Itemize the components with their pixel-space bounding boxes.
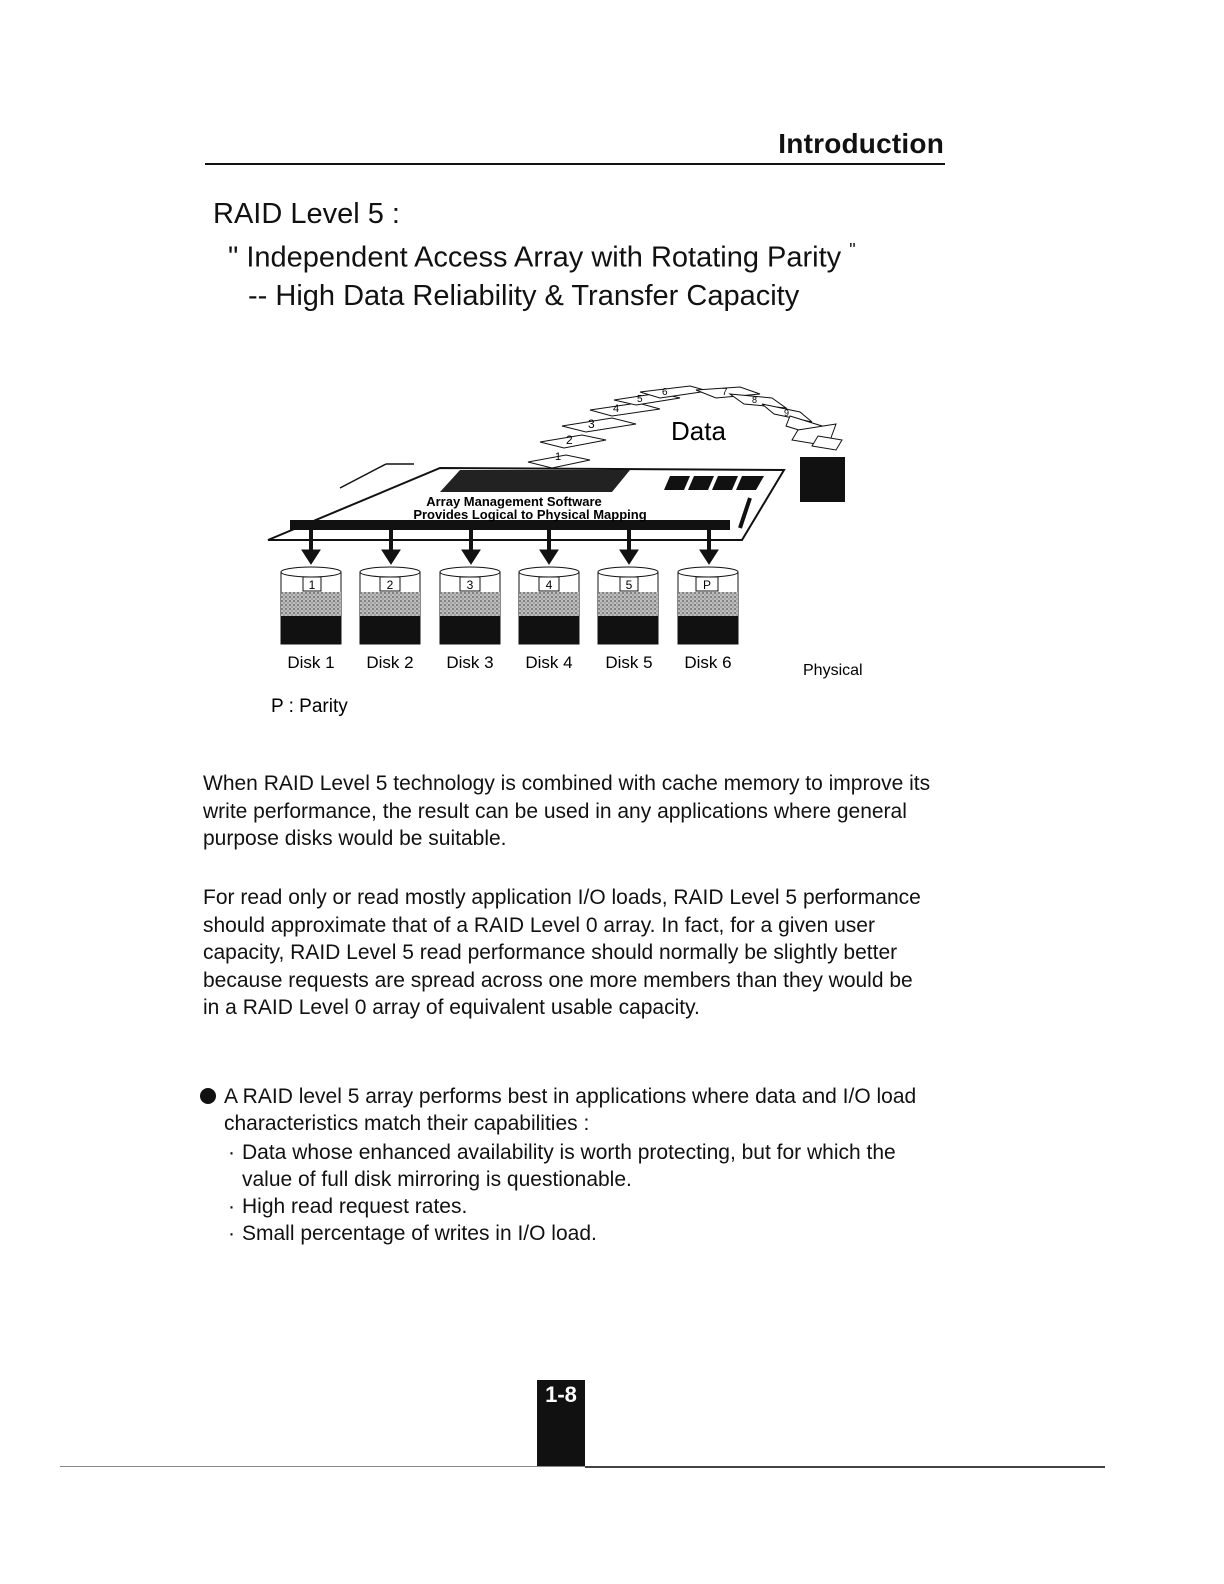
list-item <box>228 1139 940 1193</box>
disk-label: Disk 4 <box>525 653 573 672</box>
heading-line-3: -- High Data Reliability & Transfer Capacity <box>248 280 800 312</box>
software-label-1: Array Management Software <box>426 494 602 509</box>
disk-label: Disk 6 <box>684 653 732 672</box>
data-block <box>730 394 786 408</box>
capability-list <box>228 1139 940 1247</box>
data-block-label: 8 <box>752 395 758 405</box>
disk-tag: P <box>702 578 712 592</box>
parity-legend: P : Parity <box>271 696 348 717</box>
physical-label: Physical <box>803 662 863 679</box>
disk <box>519 567 579 644</box>
software-label-2: Provides Logical to Physical Mapping <box>413 507 647 522</box>
raid5-diagram <box>0 0 1224 760</box>
list-item <box>228 1193 940 1220</box>
list-item-text: Small percentage of writes in I/O load. <box>242 1222 597 1245</box>
section-title: Introduction <box>778 128 944 159</box>
data-block <box>590 403 660 416</box>
dot-icon: · <box>228 1222 235 1245</box>
data-block-label: 1 <box>555 451 562 463</box>
data-label: Data <box>671 416 726 446</box>
bullet-section <box>200 1083 940 1247</box>
arrow <box>700 550 718 564</box>
data-block-label: 9 <box>784 408 790 418</box>
heading-line-2-text: Independent Access Array with Rotating Parity <box>246 241 842 274</box>
list-item <box>228 1220 940 1247</box>
arrow <box>540 550 558 564</box>
data-block-label: 3 <box>588 417 595 431</box>
data-block <box>540 433 606 448</box>
bullet-text: A RAID level 5 array performs best in applications where data and I/O load characteristics match their capabilities : <box>224 1085 917 1135</box>
page-number: 1-8 <box>545 1382 577 1407</box>
data-block-label: 4 <box>613 403 620 415</box>
disk <box>598 567 658 644</box>
data-block-label: 2 <box>566 433 573 447</box>
disk-tag: 3 <box>466 578 474 592</box>
close-quote: " <box>849 240 856 260</box>
arrow <box>302 550 320 564</box>
heading-line-1: RAID Level 5 : <box>213 198 400 230</box>
disk-tag: 2 <box>386 578 394 592</box>
disk-label: Disk 5 <box>605 653 653 672</box>
disk-label: Disk 1 <box>287 653 335 672</box>
paragraph-read-performance: For read only or read mostly application I/O loads, RAID Level 5 performance should approximate that of a RAID Level 0 array. In fact, for a given user capacity, RAID Level 5 read performance should normally be slightly better because requests are spread across one more members than they would be in a RAID Level 0 array of equivalent usable capacity. <box>203 886 921 1019</box>
memory-chip <box>440 470 630 492</box>
dot-icon: · <box>228 1195 235 1218</box>
disk <box>360 567 420 644</box>
host-block <box>800 457 845 502</box>
disk <box>440 567 500 644</box>
disk-tag: 4 <box>545 578 553 592</box>
data-block <box>528 451 590 468</box>
paragraph-cache: When RAID Level 5 technology is combined with cache memory to improve its write performance, the result can be used in any applications where general purpose disks would be suitable. <box>203 772 931 850</box>
data-block-label: 5 <box>637 394 643 405</box>
disk-tag: 5 <box>625 578 633 592</box>
list-item-text: High read request rates. <box>242 1195 468 1218</box>
disk-label: Disk 2 <box>366 653 414 672</box>
open-quote: " <box>228 241 239 274</box>
bullet-icon <box>200 1088 216 1104</box>
footer-rule-bold <box>585 1466 1105 1468</box>
arrow <box>620 550 638 564</box>
data-block-blank <box>812 436 842 450</box>
arrow <box>462 550 480 564</box>
arrow <box>382 550 400 564</box>
data-block <box>562 417 636 432</box>
dot-icon: · <box>228 1141 235 1164</box>
disk <box>281 567 341 644</box>
disk-labels <box>287 653 731 672</box>
data-block <box>762 404 812 422</box>
list-item-text: Data whose enhanced availability is worth protecting, but for which the value of full disk mirroring is questionable. <box>242 1141 896 1191</box>
data-block-label: 6 <box>662 387 668 398</box>
disk <box>678 567 738 644</box>
bullet-item <box>200 1083 940 1137</box>
data-block-label: 7 <box>722 387 728 398</box>
disk-tag: 1 <box>308 578 316 592</box>
disk-label: Disk 3 <box>446 653 494 672</box>
